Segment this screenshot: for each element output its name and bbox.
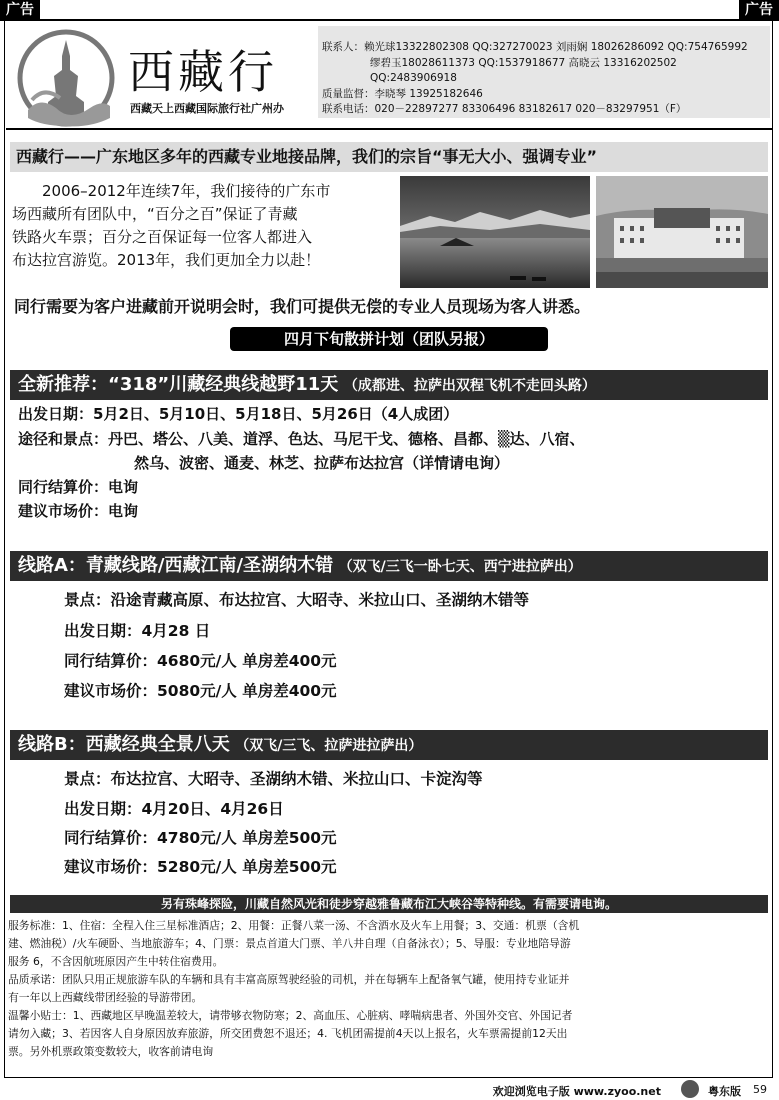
route-a-spots: 景点：沿途青藏高原、布达拉宫、大昭寺、米拉山口、圣湖纳木错等 xyxy=(64,591,530,609)
route-b-peer-price: 同行结算价：4780元/人 单房差500元 xyxy=(64,829,337,847)
terms-line-7: 请勿入藏；3、若因客人自身原因放弃旅游，所交团费恕不退还；4. 飞机团需提前4天以上报名，火车票需提前12天出 xyxy=(8,1027,568,1040)
ad-tag-right: 广告 xyxy=(739,0,779,20)
notice-text: 同行需要为客户进藏前开说明会时，我们可提供无偿的专业人员现场为客人讲悉。 xyxy=(14,297,591,316)
intro-line-3: 铁路火车票；百分之百保证每一位客人都进入 xyxy=(12,228,313,246)
route-a-note: （双飞/三飞一卧七天、西宁进拉萨出） xyxy=(338,559,582,575)
route-318-spots-1: 途径和景点：丹巴、塔公、八美、道浮、色达、马尼干戈、德格、昌都、▒达、八宿、 xyxy=(18,430,585,448)
route-318-title: 全新推荐：“318”川藏经典线越野11天 xyxy=(18,374,339,395)
footer-welcome: 欢迎浏览电子版 www.zyoo.net xyxy=(492,1085,661,1098)
footer-page-number: 59 xyxy=(753,1083,767,1096)
terms-line-4: 品质承诺：团队只用正规旅游车队的车辆和具有丰富高原驾驶经验的司机，并在每辆车上配备氧气罐，使用持专业证并 xyxy=(8,973,570,986)
route-a-market-price: 建议市场价：5080元/人 单房差400元 xyxy=(64,682,337,700)
route-a-peer-price: 同行结算价：4680元/人 单房差400元 xyxy=(64,652,337,670)
route-a-title: 线路A：青藏线路/西藏江南/圣湖纳木错 xyxy=(18,555,334,576)
contact-line-4: 联系电话：020－22897277 83306496 83182617 020－83297951（F） xyxy=(322,103,687,115)
terms-line-6: 温馨小贴士：1、西藏地区早晚温差较大，请带够衣物防寒；2、高血压、心脏病、哮喘病患者、外国外交官、外国记者 xyxy=(8,1009,573,1022)
brand-subtitle: 西藏天上西藏国际旅行社广州办 xyxy=(130,102,284,115)
slogan-bar: 西藏行——广东地区多年的西藏专业地接品牌，我们的宗旨“事无大小、强调专业” xyxy=(10,142,768,172)
footer-logo-icon xyxy=(681,1080,699,1098)
terms-line-2: 建、燃油税）/火车硬卧、当地旅游车；4、门票：景点首道大门票、羊八井自理（自备泳衣）；5、导服：专业地陪导游 xyxy=(8,937,571,950)
intro-line-4: 布达拉宫游览。2013年，我们更加全力以赴！ xyxy=(12,251,321,269)
brand-title: 西藏行 xyxy=(128,45,278,99)
route-a-departure: 出发日期：4月28 日 xyxy=(64,622,211,640)
terms-line-5: 有一年以上西藏线带团经验的导游带团。 xyxy=(8,991,203,1004)
route-b-market-price: 建议市场价：5280元/人 单房差500元 xyxy=(64,858,337,876)
route-b-title: 线路B：西藏经典全景八天 xyxy=(18,734,230,755)
route-318-note: （成都进、拉萨出双程飞机不走回头路） xyxy=(343,378,596,394)
route-b-note: （双飞/三飞、拉萨进拉萨出） xyxy=(235,738,423,754)
contact-line-2: 缪碧玉18028611373 QQ:1537918677 高晓云 13316202502 QQ:2483906918 xyxy=(370,56,677,84)
page-frame xyxy=(4,20,773,1078)
route-318-spots-2: 然乌、波密、通麦、林芝、拉萨布达拉宫（详情请电询） xyxy=(134,454,510,472)
footer-edition: 粤东版 xyxy=(708,1085,741,1098)
route-b-spots: 景点：布达拉宫、大昭寺、圣湖纳木错、米拉山口、卡淀沟等 xyxy=(64,770,483,788)
route-318-departure: 出发日期：5月2日、5月10日、5月18日、5月26日（4人成团） xyxy=(18,405,459,423)
terms-line-3: 服务 6，不含因航班原因产生中转住宿费用。 xyxy=(8,955,224,968)
route-b-departure: 出发日期：4月20日、4月26日 xyxy=(64,800,284,818)
route-318-peer-price: 同行结算价：电询 xyxy=(18,478,139,496)
intro-line-1: 2006–2012年连续7年，我们接待的广东市 xyxy=(42,182,331,200)
terms-line-8: 票。另外机票政策变数较大，收客前请电询 xyxy=(8,1045,214,1058)
extra-routes-banner: 另有珠峰探险，川藏自然风光和徒步穿越雅鲁藏布江大峡谷等特种线。有需要请电询。 xyxy=(10,895,768,913)
terms-line-1: 服务标准：1、住宿：全程入住三星标准酒店；2、用餐：正餐八菜一汤、不含酒水及火车上用餐；3、交通：机票（含机 xyxy=(8,919,580,932)
contact-line-1: 联系人：赖光球13322802308 QQ:327270023 刘雨娴 18026286092 QQ:754765992 xyxy=(322,41,748,53)
plan-badge: 四月下旬散拼计划（团队另报） xyxy=(230,327,548,351)
contact-line-3: 质量监督：李晓琴 13925182646 xyxy=(322,87,483,100)
ad-tag-left: 广告 xyxy=(0,0,40,20)
route-318-market-price: 建议市场价：电询 xyxy=(18,502,139,520)
intro-line-2: 场西藏所有团队中，“百分之百”保证了青藏 xyxy=(12,205,298,223)
